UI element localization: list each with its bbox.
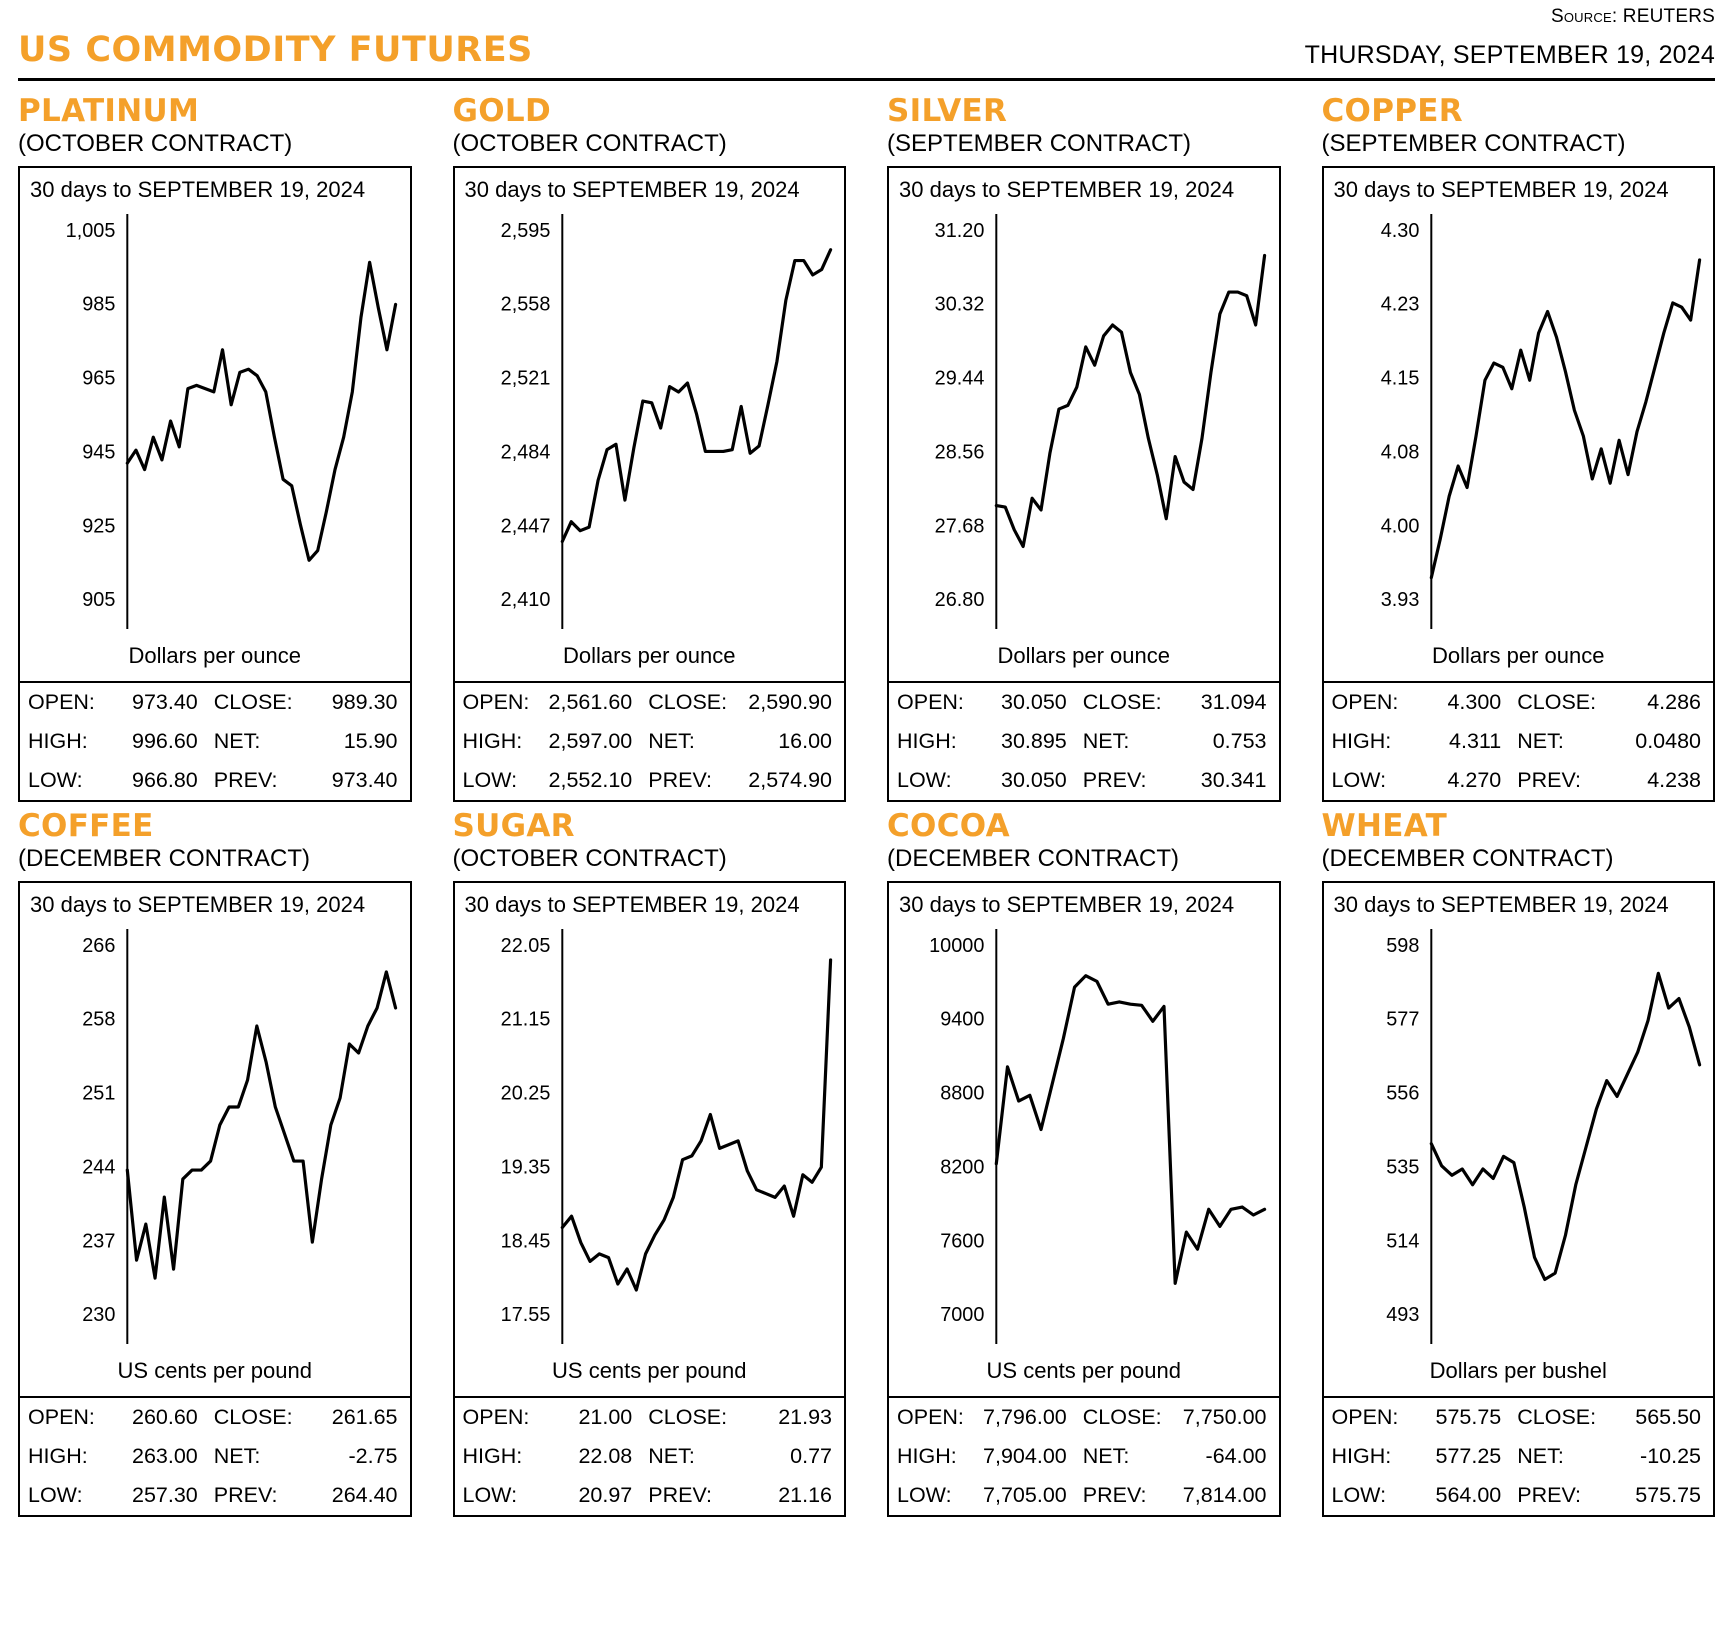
stat-value-net: -10.25	[1640, 1444, 1701, 1469]
plot-area	[20, 214, 410, 629]
stat-label-low: LOW:	[28, 768, 83, 793]
stat-value-high: 996.60	[131, 729, 198, 754]
units-label: Dollars per ounce	[563, 643, 736, 669]
stat-label-net: NET:	[1082, 1444, 1130, 1469]
stat-value-open: 30.050	[1000, 690, 1067, 715]
price-stats-table	[887, 681, 1281, 802]
y-axis-tick-label: 27.68	[934, 515, 985, 538]
stat-value-close: 21.93	[778, 1405, 832, 1430]
stat-value-close: 7,750.00	[1182, 1405, 1267, 1430]
price-series-line	[127, 262, 395, 560]
stats-row	[455, 761, 845, 800]
stat-value-low: 564.00	[1435, 1483, 1502, 1508]
y-axis-tick-label: 230	[82, 1304, 116, 1327]
units-label: US cents per pound	[986, 1358, 1181, 1384]
stat-label-high: HIGH:	[1331, 729, 1392, 754]
y-axis-tick-label: 8800	[940, 1082, 985, 1105]
y-axis-tick-label: 985	[82, 293, 116, 316]
price-series-line	[1431, 974, 1699, 1280]
stat-value-open: 21.00	[578, 1405, 633, 1430]
plot-area	[1324, 929, 1714, 1344]
stat-value-net: 15.90	[343, 729, 398, 754]
stat-value-close: 4.286	[1647, 690, 1701, 715]
chart-container	[453, 166, 847, 681]
stat-label-close: CLOSE:	[213, 1405, 293, 1430]
y-axis-tick-label: 9400	[940, 1009, 985, 1032]
commodity-title: COFFEE	[18, 808, 154, 845]
y-axis-tick-label: 3.93	[1380, 589, 1419, 612]
price-series-line	[562, 960, 830, 1290]
commodity-title: SUGAR	[452, 808, 575, 845]
chart-panel	[887, 810, 1281, 1517]
stat-value-close: 989.30	[331, 690, 398, 715]
y-axis-tick-label: 19.35	[500, 1156, 550, 1179]
stat-value-open: 7,796.00	[983, 1405, 1067, 1430]
price-stats-table	[887, 1396, 1281, 1517]
contract-month: (OCTOBER CONTRACT)	[18, 129, 293, 157]
y-axis-tick-label: 4.08	[1380, 441, 1419, 464]
y-axis-tick-label: 20.25	[500, 1082, 550, 1105]
source-value: REUTERS	[1622, 6, 1715, 27]
price-line-chart	[1324, 929, 1714, 1344]
y-axis-tick-label: 925	[82, 515, 116, 538]
plot-area	[455, 929, 845, 1344]
stat-value-close: 565.50	[1635, 1405, 1701, 1430]
stats-row	[889, 1398, 1279, 1437]
price-stats-table	[1322, 1396, 1716, 1517]
stats-row	[455, 683, 845, 722]
stat-label-high: HIGH:	[28, 729, 88, 754]
stat-label-prev: PREV:	[648, 768, 712, 793]
commodity-title: COPPER	[1321, 93, 1463, 129]
chart-panel	[1322, 95, 1716, 802]
chart-panel	[18, 810, 412, 1517]
stat-value-net: 16.00	[778, 729, 832, 754]
contract-month: (OCTOBER CONTRACT)	[452, 129, 727, 157]
stat-value-high: 22.08	[578, 1444, 633, 1469]
stats-row	[20, 761, 410, 800]
stat-label-low: LOW:	[1331, 768, 1387, 793]
price-series-line	[127, 972, 395, 1278]
price-line-chart	[20, 929, 410, 1344]
contract-month: (SEPTEMBER CONTRACT)	[887, 129, 1192, 157]
stat-label-net: NET:	[648, 729, 695, 754]
stats-row	[20, 722, 410, 761]
stats-row	[1324, 761, 1714, 800]
stats-row	[20, 1437, 410, 1476]
stats-row	[889, 1476, 1279, 1515]
stat-label-low: LOW:	[897, 768, 952, 793]
page-date: THURSDAY, SEPTEMBER 19, 2024	[1304, 41, 1715, 69]
price-series-line	[996, 976, 1264, 1284]
stat-label-high: HIGH:	[462, 729, 523, 754]
stat-value-high: 4.311	[1449, 729, 1502, 754]
stat-value-prev: 30.341	[1200, 768, 1267, 793]
y-axis-tick-label: 237	[82, 1230, 116, 1253]
stat-label-low: LOW:	[462, 1483, 518, 1508]
stat-label-open: OPEN:	[1331, 690, 1399, 715]
plot-area	[455, 214, 845, 629]
y-axis-tick-label: 945	[82, 441, 116, 464]
stat-label-net: NET:	[1517, 1444, 1564, 1469]
stat-value-prev: 7,814.00	[1182, 1483, 1267, 1508]
stat-value-prev: 575.75	[1635, 1483, 1701, 1508]
y-axis-tick-label: 22.05	[500, 935, 550, 958]
stat-value-high: 7,904.00	[983, 1444, 1067, 1469]
stat-label-high: HIGH:	[28, 1444, 88, 1469]
stat-value-close: 2,590.90	[748, 690, 832, 715]
units-label: Dollars per ounce	[997, 643, 1170, 669]
units-label: US cents per pound	[117, 1358, 312, 1384]
stat-value-low: 4.270	[1447, 768, 1502, 793]
stat-value-open: 575.75	[1435, 1405, 1502, 1430]
contract-month: (OCTOBER CONTRACT)	[452, 844, 727, 872]
price-series-line	[1431, 260, 1699, 578]
price-series-line	[562, 250, 830, 542]
stat-value-low: 2,552.10	[548, 768, 633, 793]
y-axis-tick-label: 21.15	[500, 1009, 550, 1032]
y-axis-tick-label: 2,595	[500, 220, 550, 243]
stat-label-open: OPEN:	[28, 1405, 95, 1430]
y-axis-tick-label: 1,005	[65, 220, 116, 243]
stats-row	[20, 1476, 410, 1515]
stat-label-prev: PREV:	[1517, 768, 1581, 793]
y-axis-tick-label: 26.80	[934, 589, 985, 612]
stat-label-open: OPEN:	[1331, 1405, 1399, 1430]
plot-area	[20, 929, 410, 1344]
stat-value-prev: 973.40	[331, 768, 398, 793]
chart-period-caption: 30 days to SEPTEMBER 19, 2024	[30, 177, 366, 203]
price-line-chart	[889, 929, 1279, 1344]
y-axis-tick-label: 4.00	[1380, 515, 1419, 538]
stat-label-high: HIGH:	[462, 1444, 523, 1469]
chart-container	[887, 166, 1281, 681]
price-line-chart	[455, 214, 845, 629]
stat-label-prev: PREV:	[1082, 768, 1147, 793]
y-axis-tick-label: 2,410	[500, 589, 550, 612]
stat-label-prev: PREV:	[1082, 1483, 1147, 1508]
y-axis-tick-label: 2,484	[500, 441, 550, 464]
stat-label-close: CLOSE:	[1082, 1405, 1162, 1430]
chart-panel	[1322, 810, 1716, 1517]
stat-label-close: CLOSE:	[213, 690, 293, 715]
price-stats-table	[18, 681, 412, 802]
stats-row	[455, 1398, 845, 1437]
stat-label-open: OPEN:	[897, 690, 964, 715]
y-axis-tick-label: 4.15	[1380, 367, 1419, 390]
stat-value-low: 20.97	[578, 1483, 633, 1508]
stat-label-low: LOW:	[28, 1483, 83, 1508]
stat-label-low: LOW:	[462, 768, 518, 793]
source-credit	[18, 0, 1715, 28]
source-colon: :	[1611, 6, 1623, 27]
price-stats-table	[18, 1396, 412, 1517]
y-axis-tick-label: 514	[1385, 1230, 1419, 1253]
chart-container	[887, 881, 1281, 1396]
y-axis-tick-label: 535	[1385, 1156, 1419, 1179]
plot-area	[1324, 214, 1714, 629]
stat-label-open: OPEN:	[462, 690, 530, 715]
y-axis-tick-label: 18.45	[500, 1230, 550, 1253]
contract-month: (DECEMBER CONTRACT)	[887, 844, 1179, 872]
y-axis-tick-label: 30.32	[934, 293, 985, 316]
y-axis-tick-label: 7600	[940, 1230, 985, 1253]
units-label: Dollars per bushel	[1429, 1358, 1607, 1384]
y-axis-tick-label: 965	[82, 367, 116, 390]
stat-value-open: 973.40	[131, 690, 198, 715]
y-axis-tick-label: 258	[82, 1009, 116, 1032]
stat-value-high: 2,597.00	[548, 729, 633, 754]
stat-label-open: OPEN:	[462, 1405, 530, 1430]
page-header	[18, 30, 1715, 81]
commodity-title: COCOA	[887, 808, 1010, 845]
stat-label-net: NET:	[1517, 729, 1564, 754]
charts-grid	[18, 95, 1715, 1517]
chart-panel	[887, 95, 1281, 802]
chart-container	[1322, 881, 1716, 1396]
chart-panel	[453, 810, 847, 1517]
y-axis-tick-label: 4.30	[1380, 220, 1419, 243]
stat-value-high: 577.25	[1435, 1444, 1502, 1469]
y-axis-tick-label: 244	[82, 1156, 116, 1179]
y-axis-tick-label: 251	[82, 1082, 116, 1105]
y-axis-tick-label: 598	[1385, 935, 1419, 958]
stats-row	[20, 1398, 410, 1437]
commodity-title: GOLD	[452, 93, 551, 129]
stats-row	[1324, 1476, 1714, 1515]
contract-month: (DECEMBER CONTRACT)	[1321, 844, 1614, 872]
stats-row	[889, 1437, 1279, 1476]
stats-row	[889, 761, 1279, 800]
stat-value-net: -2.75	[348, 1444, 398, 1469]
stat-label-net: NET:	[1082, 729, 1130, 754]
stats-row	[889, 683, 1279, 722]
chart-container	[453, 881, 847, 1396]
stat-value-net: 0.0480	[1635, 729, 1701, 754]
stat-label-high: HIGH:	[897, 729, 957, 754]
y-axis-tick-label: 905	[82, 589, 116, 612]
commodity-title: WHEAT	[1321, 808, 1448, 845]
y-axis-tick-label: 556	[1385, 1082, 1419, 1105]
stat-label-open: OPEN:	[28, 690, 95, 715]
units-label: Dollars per ounce	[128, 643, 301, 669]
units-label: Dollars per ounce	[1432, 643, 1605, 669]
stat-label-close: CLOSE:	[1517, 690, 1597, 715]
stat-value-prev: 264.40	[331, 1483, 398, 1508]
stat-label-prev: PREV:	[1517, 1483, 1581, 1508]
units-label: US cents per pound	[552, 1358, 747, 1384]
stats-row	[1324, 1398, 1714, 1437]
stat-label-high: HIGH:	[897, 1444, 957, 1469]
chart-period-caption: 30 days to SEPTEMBER 19, 2024	[899, 892, 1235, 918]
stat-label-prev: PREV:	[648, 1483, 712, 1508]
stats-row	[889, 722, 1279, 761]
price-series-line	[996, 256, 1264, 547]
price-line-chart	[1324, 214, 1714, 629]
stat-label-close: CLOSE:	[648, 690, 728, 715]
stats-row	[1324, 1437, 1714, 1476]
y-axis-tick-label: 577	[1385, 1009, 1419, 1032]
y-axis-tick-label: 2,521	[500, 367, 550, 390]
price-line-chart	[889, 214, 1279, 629]
stat-value-prev: 21.16	[778, 1483, 832, 1508]
chart-period-caption: 30 days to SEPTEMBER 19, 2024	[899, 177, 1235, 203]
price-stats-table	[1322, 681, 1716, 802]
y-axis-tick-label: 2,558	[500, 293, 550, 316]
price-line-chart	[455, 929, 845, 1344]
stat-value-low: 966.80	[131, 768, 198, 793]
stats-row	[1324, 722, 1714, 761]
stat-label-net: NET:	[213, 729, 261, 754]
stats-row	[455, 1437, 845, 1476]
y-axis-tick-label: 29.44	[934, 367, 985, 390]
stat-value-low: 30.050	[1000, 768, 1067, 793]
stat-value-high: 30.895	[1000, 729, 1067, 754]
stat-value-low: 7,705.00	[983, 1483, 1067, 1508]
price-line-chart	[20, 214, 410, 629]
stat-label-net: NET:	[213, 1444, 261, 1469]
y-axis-tick-label: 4.23	[1380, 293, 1419, 316]
stat-value-net: -64.00	[1205, 1444, 1267, 1469]
stat-label-high: HIGH:	[1331, 1444, 1392, 1469]
chart-period-caption: 30 days to SEPTEMBER 19, 2024	[1333, 892, 1669, 918]
stat-value-net: 0.77	[790, 1444, 832, 1469]
y-axis-tick-label: 10000	[929, 935, 985, 958]
chart-container	[1322, 166, 1716, 681]
stat-label-net: NET:	[648, 1444, 695, 1469]
stat-label-prev: PREV:	[213, 1483, 278, 1508]
commodity-title: SILVER	[887, 93, 1008, 129]
chart-container	[18, 881, 412, 1396]
stat-value-prev: 2,574.90	[748, 768, 832, 793]
stats-row	[20, 683, 410, 722]
source-label: Source	[1551, 6, 1612, 27]
commodity-title: PLATINUM	[18, 93, 200, 129]
y-axis-tick-label: 28.56	[934, 441, 985, 464]
price-stats-table	[453, 681, 847, 802]
plot-area	[889, 929, 1279, 1344]
stats-row	[1324, 683, 1714, 722]
price-stats-table	[453, 1396, 847, 1517]
y-axis-tick-label: 7000	[940, 1304, 985, 1327]
chart-panel	[18, 95, 412, 802]
stat-value-open: 2,561.60	[548, 690, 633, 715]
contract-month: (SEPTEMBER CONTRACT)	[1321, 129, 1626, 157]
y-axis-tick-label: 493	[1385, 1304, 1419, 1327]
stat-value-low: 257.30	[131, 1483, 198, 1508]
y-axis-tick-label: 2,447	[500, 515, 550, 538]
chart-period-caption: 30 days to SEPTEMBER 19, 2024	[30, 892, 366, 918]
stat-value-prev: 4.238	[1647, 768, 1701, 793]
chart-panel	[453, 95, 847, 802]
y-axis-tick-label: 8200	[940, 1156, 985, 1179]
page-title: US COMMODITY FUTURES	[18, 30, 533, 70]
chart-period-caption: 30 days to SEPTEMBER 19, 2024	[464, 892, 800, 918]
stat-label-close: CLOSE:	[1517, 1405, 1597, 1430]
stat-value-close: 261.65	[331, 1405, 398, 1430]
plot-area	[889, 214, 1279, 629]
stats-row	[455, 722, 845, 761]
stat-value-high: 263.00	[131, 1444, 198, 1469]
stat-label-low: LOW:	[1331, 1483, 1387, 1508]
y-axis-tick-label: 17.55	[500, 1304, 550, 1327]
stat-label-low: LOW:	[897, 1483, 952, 1508]
chart-period-caption: 30 days to SEPTEMBER 19, 2024	[464, 177, 800, 203]
stat-label-close: CLOSE:	[648, 1405, 728, 1430]
stat-label-close: CLOSE:	[1082, 690, 1162, 715]
stat-value-open: 260.60	[131, 1405, 198, 1430]
y-axis-tick-label: 266	[82, 935, 116, 958]
stat-label-prev: PREV:	[213, 768, 278, 793]
y-axis-tick-label: 31.20	[934, 220, 985, 243]
stat-value-close: 31.094	[1200, 690, 1267, 715]
stat-value-open: 4.300	[1447, 690, 1502, 715]
chart-period-caption: 30 days to SEPTEMBER 19, 2024	[1333, 177, 1669, 203]
stat-label-open: OPEN:	[897, 1405, 964, 1430]
stats-row	[455, 1476, 845, 1515]
stat-value-net: 0.753	[1212, 729, 1267, 754]
contract-month: (DECEMBER CONTRACT)	[18, 844, 310, 872]
chart-container	[18, 166, 412, 681]
